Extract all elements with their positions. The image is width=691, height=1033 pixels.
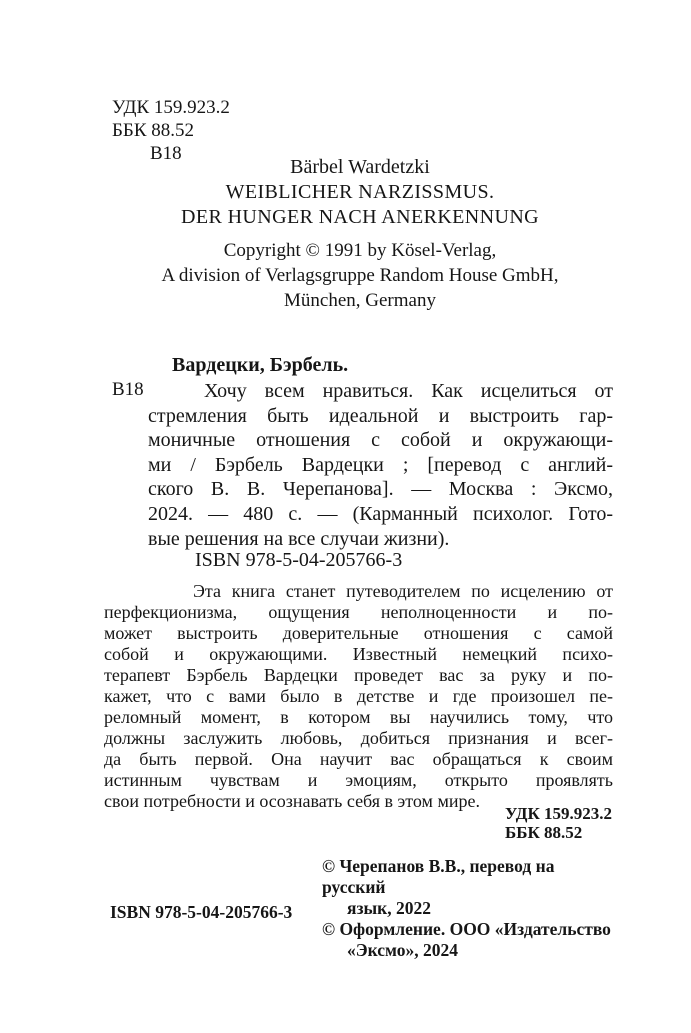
annotation-line: может выстроить доверительные отношения с самой (104, 623, 613, 643)
bottom-classification-codes (505, 804, 612, 842)
udk-code-bold: УДК 159.923.2 (505, 804, 613, 823)
annotation-paragraph (104, 581, 613, 812)
bbk-code-bold: ББК 88.52 (505, 823, 583, 842)
annotation-line: перфекционизма, ощущения неполноценности и по- (104, 602, 613, 622)
author-sign-code: В18 (150, 143, 182, 164)
original-title-line2: DER HUNGER NACH ANERKENNUNG (180, 206, 540, 228)
biblio-description (148, 379, 613, 551)
annotation-line: кажет, что с вами было в детстве и где произошел пе- (104, 686, 613, 706)
copyright-line2: A division of Verlagsgruppe Random House GmbH, (161, 265, 559, 286)
udk-code: УДК 159.923.2 (112, 97, 230, 118)
original-author: Bärbel Wardetzki (290, 156, 430, 178)
copyright-line1: Copyright © 1991 by Kösel-Verlag, (223, 240, 497, 261)
original-title-line1: WEIBLICHER NARZISSMUS. (225, 181, 495, 203)
translation-copyright-line1: © Черепанов В.В., перевод на русский (322, 856, 555, 897)
copyright-line3: München, Germany (284, 290, 436, 311)
biblio-line: моничные отношения с собой и окружающи- (148, 429, 613, 452)
annotation-line: должны заслужить любовь, добиться признания и всег- (104, 728, 613, 748)
annotation-line: терапевт Бэрбель Вардецки проведет вас за руку и по- (104, 665, 613, 685)
original-title-block (104, 155, 616, 230)
biblio-line: вые решения на все случаи жизни). (148, 527, 450, 550)
biblio-line: Хочу всем нравиться. Как исцелиться от (204, 380, 613, 402)
annotation-line: свои потребности и осознавать себя в этом мире. (104, 791, 480, 811)
design-copyright-line1: © Оформление. ООО «Издательство (322, 919, 611, 939)
isbn-record: ISBN 978-5-04-205766-3 (195, 549, 403, 571)
annotation-line: реломный момент, в котором вы научились тому, что (104, 707, 613, 727)
annotation-line: да быть первой. Она научит вас обращаться к своим (104, 749, 613, 769)
biblio-line: стремления быть идеальной и выстроить гар- (148, 404, 613, 427)
bbk-code: ББК 88.52 (112, 120, 194, 141)
original-copyright-block (104, 238, 616, 313)
biblio-author-sign: В18 (112, 379, 144, 400)
annotation-line: собой и окружающими. Известный немецкий психо- (104, 644, 613, 664)
biblio-line: ского В. В. Черепанова]. — Москва : Эксмо, (148, 478, 613, 501)
annotation-line: Эта книга станет путеводителем по исцелению от (193, 581, 613, 601)
design-copyright-line2: «Эксмо», 2024 (347, 940, 458, 960)
biblio-author-heading: Вардецки, Бэрбель. (172, 354, 349, 376)
translation-copyright-line2: язык, 2022 (347, 898, 431, 918)
biblio-line: 2024. — 480 с. — (Карманный психолог. Гото- (148, 502, 613, 525)
footer-copyright-block (322, 856, 622, 961)
isbn-footer: ISBN 978-5-04-205766-3 (110, 902, 293, 922)
biblio-line: ми / Бэрбель Вардецки ; [перевод с англий- (148, 453, 613, 476)
annotation-line: истинным чувствам и эмоциям, открыто проявлять (104, 770, 613, 790)
